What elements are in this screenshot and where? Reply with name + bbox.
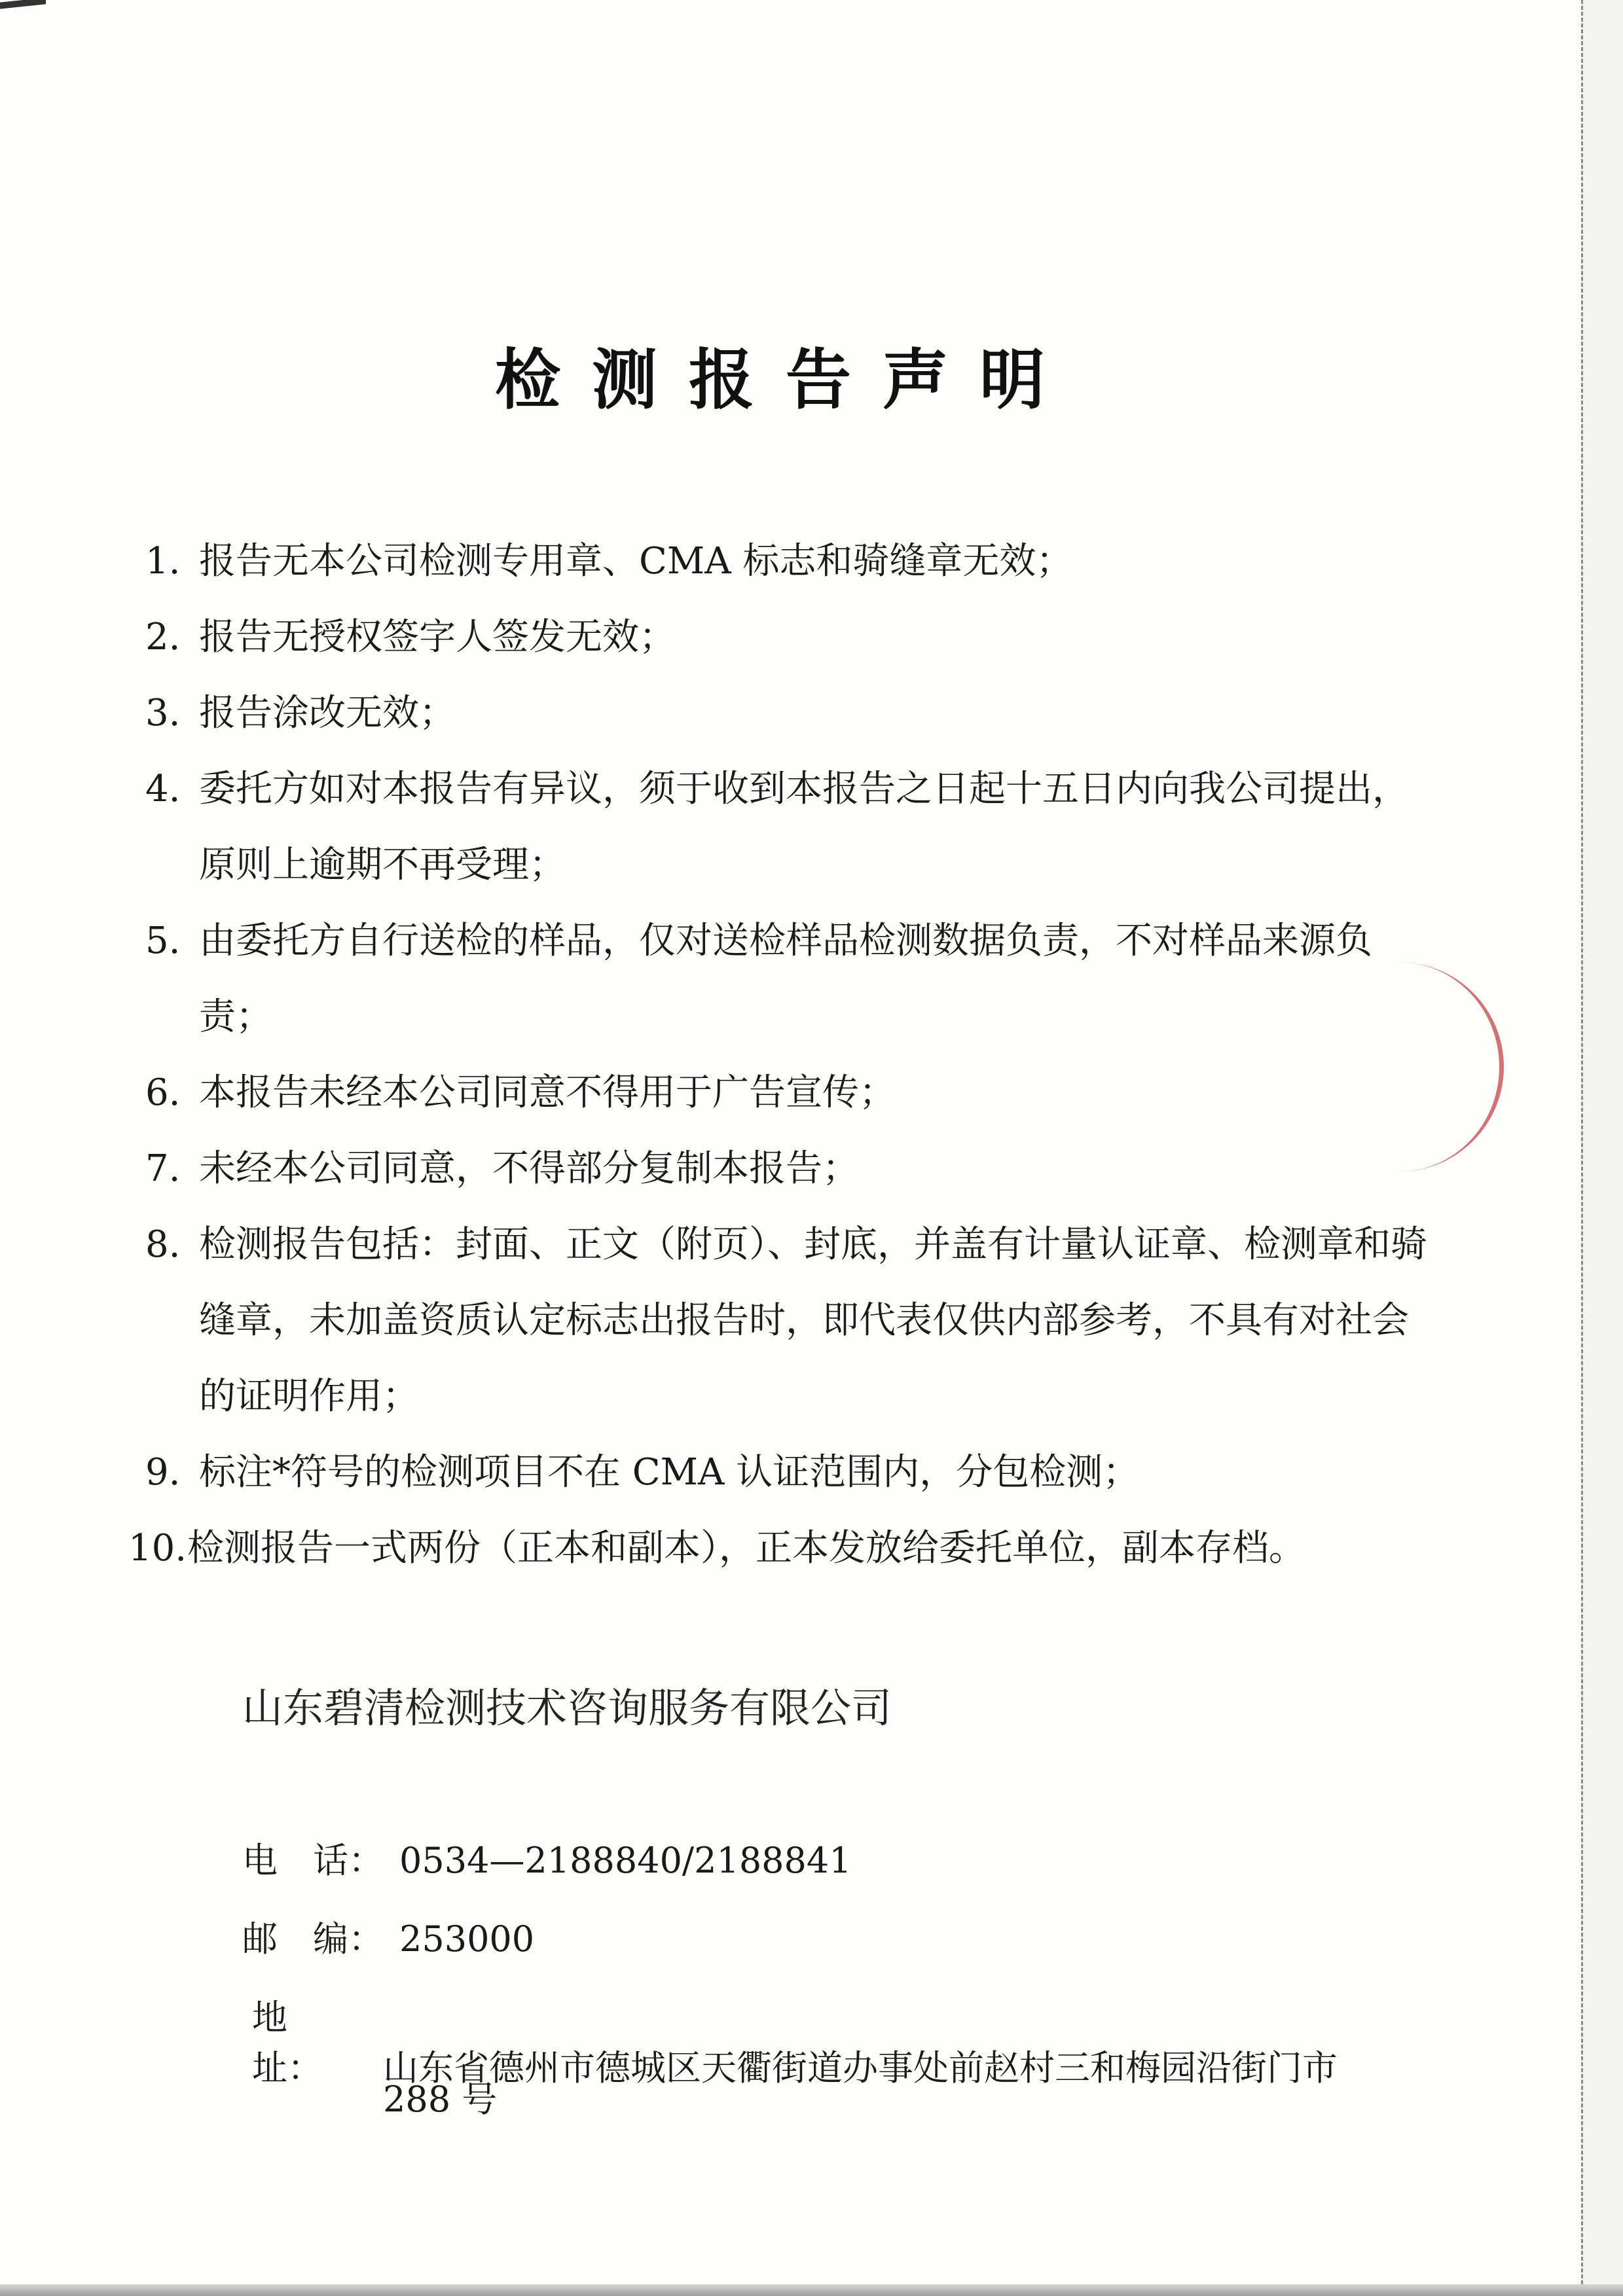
- list-item: [144, 675, 1427, 751]
- item-number: 2.: [145, 616, 181, 658]
- list-item: [144, 751, 1427, 903]
- list-item: [144, 903, 1427, 1055]
- postcode-value: 253000: [399, 1918, 535, 1960]
- item-number: 10.: [128, 1527, 187, 1570]
- item-number: 6.: [145, 1071, 181, 1114]
- item-number: 1.: [145, 540, 181, 583]
- list-item: [144, 1207, 1427, 1435]
- list-item: [144, 1055, 1427, 1131]
- phone-value: 0534—2188840/2188841: [399, 1840, 852, 1881]
- declaration-list: [128, 524, 1427, 1587]
- item-text: 委托方如对本报告有异议，须于收到本报告之日起十五日内向我公司提出，原则上逾期不再受理；: [199, 768, 1409, 886]
- address-continuation: 288 号: [383, 2079, 498, 2120]
- item-text: 本报告未经本公司同意不得用于广告宣传；: [199, 1071, 896, 1114]
- item-text: 报告涂改无效；: [199, 692, 456, 734]
- scan-edge-mark: [0, 0, 46, 9]
- item-text: 报告无本公司检测专用章、CMA 标志和骑缝章无效；: [199, 540, 1073, 583]
- item-text: 未经本公司同意，不得部分复制本报告；: [199, 1147, 859, 1190]
- phone-row: [242, 1833, 852, 1883]
- postcode-label: 邮 编：: [242, 1918, 384, 1960]
- item-number: 7.: [145, 1147, 181, 1190]
- list-item: [144, 1435, 1427, 1511]
- address-label: 地 址：: [252, 1997, 323, 2089]
- item-number: 3.: [145, 692, 181, 734]
- postcode-row: [242, 1911, 534, 1962]
- binding-edge: [1581, 0, 1623, 2296]
- item-number: 5.: [145, 920, 181, 962]
- item-text: 报告无授权签字人签发无效；: [199, 616, 676, 658]
- item-text: 检测报告一式两份（正本和副本），正本发放给委托单位，副本存档。: [187, 1527, 1305, 1570]
- phone-label: 电 话：: [242, 1840, 384, 1881]
- item-number: 4.: [145, 768, 181, 810]
- page-title: 检测报告声明: [495, 342, 1076, 418]
- item-number: 8.: [145, 1223, 181, 1266]
- list-item: [144, 1131, 1427, 1207]
- list-item: [144, 600, 1427, 675]
- list-item: [144, 524, 1427, 600]
- item-text: 标注*符号的检测项目不在 CMA 认证范围内，分包检测；: [199, 1451, 1140, 1494]
- scan-bottom-edge: [0, 2284, 1623, 2296]
- item-text: 由委托方自行送检的样品，仅对送检样品检测数据负责，不对样品来源负责；: [199, 920, 1372, 1038]
- item-number: 9.: [145, 1451, 181, 1494]
- seal-stamp: [1388, 962, 1504, 1172]
- company-name: 山东碧清检测技术咨询服务有限公司: [242, 1684, 892, 1732]
- list-item: [128, 1511, 1427, 1587]
- address-value: 山东省德州市德城区天衢街道办事处前赵村三和梅园沿街门市: [383, 2047, 1338, 2089]
- item-text: 检测报告包括：封面、正文（附页）、封底，并盖有计量认证章、检测章和骑缝章，未加盖资质认定标志出报告时，即代表仅供内部参考，不具有对社会的证明作用；: [199, 1223, 1427, 1418]
